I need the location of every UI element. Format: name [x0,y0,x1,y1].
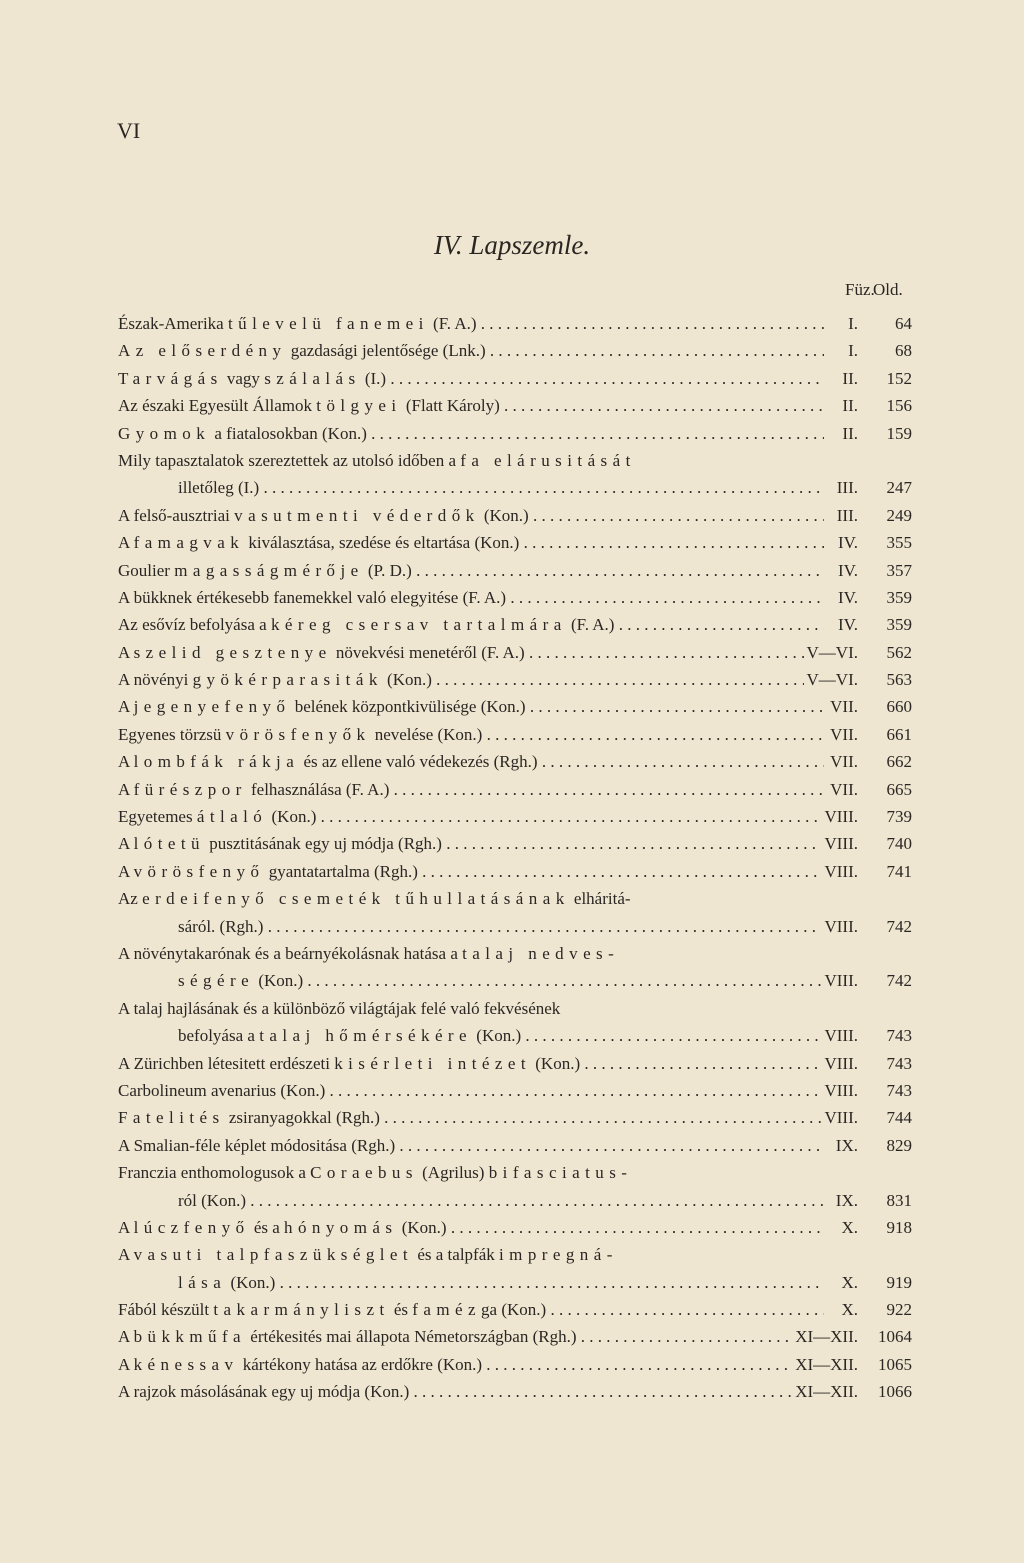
spaced-emphasis-text: lótetü [133,834,205,854]
entry-text: nevelése (Kon.) [370,724,483,744]
toc-entry-line [0,502,1024,529]
toc-entry-line [0,1104,1024,1131]
issue-number: VII. [827,748,858,775]
entry-title-line [118,1296,824,1323]
toc-entry [0,557,1024,584]
spaced-emphasis-text: lása [178,1272,227,1292]
entry-text: (Kon.) [472,1026,522,1046]
entry-text: (Kon.) [254,971,304,991]
spaced-emphasis-text: tölgyei [316,396,402,416]
toc-entry-line [0,858,1024,885]
entry-text: (Kon.) [397,1217,447,1237]
toc-entry-line [0,913,1024,940]
issue-number: IX. [833,1187,858,1214]
spaced-emphasis-text: átlaló [196,807,268,827]
spaced-emphasis-text: Tarvágás [118,368,223,388]
entry-title-line [118,1351,824,1378]
entry-title-line [118,666,824,693]
toc-entry [0,995,1024,1050]
spaced-emphasis-text: Gyomok [118,423,211,443]
toc-entry-line [0,529,1024,556]
toc-entry [0,310,1024,337]
entry-text: (F. A.) [428,314,477,333]
issue-number: II. [839,365,858,392]
entry-text: Egyetemes [118,807,197,827]
spaced-emphasis-text: faméz [412,1300,482,1320]
entry-title-line [118,1241,814,1268]
entry-title-line [118,447,814,474]
entry-text: ról (Kon.) [178,1190,246,1210]
entry-text: A [118,1217,134,1237]
spaced-emphasis-text: fa elárusitását [460,450,636,470]
column-header-page: Old. [873,280,903,299]
entry-text: Carbolineum avenarius (Kon.) [118,1080,326,1100]
entry-title-line [118,611,824,638]
entry-text: ga (Kon.) [481,1300,547,1320]
issue-number: IV. [835,557,858,584]
entry-title-line [118,639,824,666]
toc-entry-line [0,1351,1024,1378]
issue-number: VIII. [821,1104,858,1131]
page-ref: 1064 [878,1327,912,1347]
entry-text: A [118,752,134,772]
toc-entry [0,1050,1024,1077]
toc-entry [0,1378,1024,1405]
page-ref: 743 [886,1026,912,1046]
toc-entry-line [0,1296,1024,1323]
page-ref: 1065 [878,1354,912,1374]
section-title: IV. Lapszemle. [433,230,591,260]
entry-text: Mily tapasztalatok szereztettek az utolsó időben a [118,450,461,470]
issue-number: VIII. [821,858,858,885]
page-ref: 743 [886,1080,912,1100]
entry-text: és a talpfák [413,1245,499,1265]
entry-text: A rajzok másolásának egy uj módja (Kon.) [118,1382,410,1402]
page-ref: 68 [895,341,912,361]
entry-text: kártékony hatása az erdőkre (Kon.) [238,1354,483,1374]
entry-title-line [118,693,824,720]
page-ref: 359 [886,615,912,635]
toc-entry [0,392,1024,419]
toc-entry-line [0,611,1024,638]
entry-text: A Smalian-féle képlet módositása (Rgh.) [118,1135,396,1155]
toc-entry-line [0,392,1024,419]
toc-entry [0,529,1024,556]
page-ref: 562 [886,642,912,662]
page-ref: 249 [886,505,912,525]
entry-text: és a [249,1217,285,1237]
page-ref: 156 [886,396,912,416]
toc-entry [0,365,1024,392]
toc-entry [0,1214,1024,1241]
entry-text: pusztitásának egy uj módja (Rgh.) [204,834,442,854]
issue-number: IV. [835,584,858,611]
spaced-emphasis-text: Fatelités [118,1108,225,1128]
entry-text: A [118,861,134,881]
entry-text: A növényi [118,670,193,690]
toc-entry-line [0,337,1024,364]
spaced-emphasis-text: famagvak [133,533,245,553]
entry-title-line [178,1187,824,1214]
toc-entry [0,420,1024,447]
entry-text: A [118,642,134,662]
toc-entry [0,1241,1024,1296]
issue-number: VII. [827,693,858,720]
spaced-emphasis-text: impregná- [499,1245,618,1265]
toc-entry-line [0,885,1024,912]
page-ref: 660 [886,697,912,717]
entry-text: kiválasztása, szedése és eltartása (Kon.) [244,533,520,553]
toc-entry-line [0,1159,1024,1186]
issue-number: X. [838,1296,858,1323]
column-header-issue: Füz. [845,280,875,299]
page-ref: 662 [886,752,912,772]
page-ref: 64 [895,314,912,333]
entry-text: A talaj hajlásának és a különböző világtájak felé való fekvésének [118,998,561,1018]
page-ref: 831 [886,1190,912,1210]
entry-text: Az esővíz befolyása a [118,615,271,635]
toc-entry-line [0,1022,1024,1049]
toc-entry [0,858,1024,885]
page-ref: 739 [886,807,912,827]
entry-text: Az [118,889,143,909]
page-ref: 742 [886,916,912,936]
entry-title-line [118,1104,824,1131]
toc-entry-line [0,1050,1024,1077]
entry-text: Egyenes törzsü [118,724,226,744]
toc-entry [0,1296,1024,1323]
entry-text: értékesités mai állapota Németországban (Rgh.) [246,1327,577,1347]
entry-text: (F. A.) [566,615,615,635]
entry-text: Fából készült [118,1300,214,1320]
spaced-emphasis-text: Az előserdény [118,341,287,361]
entry-title-line [118,1214,824,1241]
spaced-emphasis-text: talaj nedves- [462,943,620,963]
toc-entry-line [0,1323,1024,1350]
issue-number: II. [839,420,858,447]
entry-title-line [118,803,824,830]
entry-text: befolyása a [178,1026,260,1046]
issue-number: II. [839,392,858,419]
page-ref: 743 [886,1053,912,1073]
spaced-emphasis-text: talaj hőmérsékére [259,1026,473,1046]
entry-title-line [118,310,824,337]
entry-title-line [178,967,824,994]
toc-entry-line [0,666,1024,693]
toc-entry [0,337,1024,364]
entry-text: (Kon.) [267,807,317,827]
toc-entry [0,748,1024,775]
toc-entry-line [0,748,1024,775]
toc-entry [0,611,1024,638]
entry-text: és [389,1300,413,1320]
spaced-emphasis-text: lombfák rákja [133,752,300,772]
issue-number: VIII. [821,1050,858,1077]
entry-text: felhasználása (F. A.) [246,779,390,799]
issue-number: VII. [827,721,858,748]
entry-title-line [178,913,824,940]
toc-entry-line [0,420,1024,447]
entry-text: gyantatartalma (Rgh.) [264,861,418,881]
entry-text: gazdasági jelentősége (Lnk.) [286,341,486,361]
spaced-emphasis-text: vasuti talpfaszükséglet [133,1245,414,1265]
entry-title-line [118,502,824,529]
toc-entry [0,639,1024,666]
entry-title-line [118,858,824,885]
spaced-emphasis-text: magasságmérője [174,560,364,580]
issue-number: VII. [827,776,858,803]
entry-text: A [118,1354,134,1374]
page-ref: 1066 [878,1382,912,1402]
toc-entry [0,584,1024,611]
spaced-emphasis-text: szelid gesztenye [133,642,332,662]
spaced-emphasis-text: kisérleti intézet [334,1053,531,1073]
toc-entry [0,693,1024,720]
entry-text: növekvési menetéről (F. A.) [331,642,525,662]
entry-title-line [118,940,814,967]
page-ref: 247 [886,478,912,498]
toc-entry-line [0,1132,1024,1159]
toc-entry-line [0,776,1024,803]
toc-entry [0,830,1024,857]
entry-text: illetőleg (I.) [178,478,260,498]
spaced-emphasis-text: fürészpor [133,779,247,799]
entry-text: (Kon.) [531,1053,581,1073]
page-ref: 740 [886,834,912,854]
issue-number: V—VI. [804,666,858,693]
entry-title-line [118,420,824,447]
entry-text: sáról. (Rgh.) [178,916,264,936]
entry-text: (Agrilus) [417,1163,489,1183]
toc-entry-line [0,803,1024,830]
toc-entry [0,447,1024,502]
entry-text: és az ellene való védekezés (Rgh.) [299,752,538,772]
entry-text: A bükknek értékesebb fanemekkel való elegyitése (F. A.) [118,587,507,607]
spaced-emphasis-text: gyökérparasiták [192,670,383,690]
entry-text: A Zürichben létesitett erdészeti [118,1053,335,1073]
entry-text: Az északi Egyesült Államok [118,396,317,416]
page-ref: 741 [886,861,912,881]
entry-text: (Kon.) [382,670,432,690]
entry-text: A [118,1245,134,1265]
entry-text: belének központkivülisége (Kon.) [290,697,526,717]
issue-number: IX. [833,1132,858,1159]
entry-title-line [118,776,824,803]
toc-entry [0,940,1024,995]
issue-number: X. [838,1214,858,1241]
toc-entry [0,776,1024,803]
spaced-emphasis-text: bükkműfa [133,1327,247,1347]
issue-number: III. [834,474,858,501]
spaced-emphasis-text: tűlevelü fanemei [227,314,429,333]
entry-text: A felső-ausztriai [118,505,235,525]
toc-entry [0,502,1024,529]
entry-title-line [118,557,824,584]
page-ref: 829 [886,1135,912,1155]
entry-title-line [118,1323,824,1350]
entry-title-line [178,1269,824,1296]
toc-entry [0,1077,1024,1104]
toc-entry-line [0,474,1024,501]
issue-number: VIII. [821,913,858,940]
toc-entry [0,803,1024,830]
issue-number: X. [838,1269,858,1296]
entry-text: A [118,779,134,799]
entry-title-line [118,365,824,392]
page-ref: 159 [886,423,912,443]
entry-text: A növénytakarónak és a beárnyékolásnak hatása a [118,943,463,963]
issue-number: I. [845,337,858,364]
toc-entry-line [0,447,1024,474]
entry-text: (Kon.) [226,1272,276,1292]
toc-entry [0,1104,1024,1131]
entry-text: (P. D.) [363,560,412,580]
entry-text: Franczia enthomologusok a [118,1163,311,1183]
toc-list [0,310,1024,1406]
issue-number: XI—XII. [792,1323,858,1350]
entry-text: (I.) [360,368,387,388]
toc-entry [0,721,1024,748]
issue-number: VIII. [821,803,858,830]
page-ref: 919 [886,1272,912,1292]
spaced-emphasis-text: hónyomás [284,1217,398,1237]
toc-entry [0,666,1024,693]
toc-entry-line [0,1269,1024,1296]
entry-title-line [118,584,824,611]
page-ref: 922 [886,1300,912,1320]
spaced-emphasis-text: kéreg csersav tartalmára [270,615,567,635]
entry-title-line [178,474,824,501]
entry-text: vagy [222,368,265,388]
spaced-emphasis-text: Coraebus [310,1163,418,1183]
toc-entry [0,1351,1024,1378]
entry-title-line [118,1077,824,1104]
spaced-emphasis-text: takarmányliszt [213,1300,390,1320]
entry-text: zsiranyagokkal (Rgh.) [224,1108,380,1128]
toc-entry-line [0,310,1024,337]
page-ref: 744 [886,1108,912,1128]
page-ref: 742 [886,971,912,991]
toc-entry-line [0,721,1024,748]
entry-title-line [118,995,814,1022]
entry-title-line [118,1378,824,1405]
toc-entry-line [0,365,1024,392]
toc-entry [0,1323,1024,1350]
entry-title-line [178,1022,824,1049]
toc-entry-line [0,584,1024,611]
page-ref: 563 [886,670,912,690]
entry-text: A [118,697,134,717]
toc-entry-line [0,1241,1024,1268]
entry-text: (Kon.) [479,505,529,525]
entry-title-line [118,529,824,556]
entry-title-line [118,337,824,364]
toc-entry [0,1132,1024,1159]
page-number: VI [117,118,141,143]
issue-number: VIII. [821,1077,858,1104]
toc-entry-line [0,1187,1024,1214]
spaced-emphasis-text: lúczfenyő [133,1217,250,1237]
toc-entry-line [0,639,1024,666]
issue-number: IV. [835,529,858,556]
toc-entry-line [0,557,1024,584]
spaced-emphasis-text: vörösfenyő [133,861,265,881]
spaced-emphasis-text: jegenyefenyő [133,697,291,717]
toc-entry-line [0,830,1024,857]
issue-number: VIII. [821,830,858,857]
entry-text: Goulier [118,560,175,580]
toc-entry-line [0,940,1024,967]
page-ref: 661 [886,724,912,744]
toc-entry [0,885,1024,940]
entry-text: Észak-Amerika [118,314,228,333]
issue-number: V—VI. [804,639,858,666]
spaced-emphasis-text: vörösfenyők [225,724,371,744]
issue-number: III. [834,502,858,529]
spaced-emphasis-text: bifasciatus- [488,1163,633,1183]
entry-text: A [118,1327,134,1347]
issue-number: IV. [835,611,858,638]
page-ref: 152 [886,368,912,388]
issue-number: VIII. [821,1022,858,1049]
toc-entry-line [0,1214,1024,1241]
entry-title-line [118,721,824,748]
entry-title-line [118,1159,814,1186]
spaced-emphasis-text: kénessav [133,1354,239,1374]
entry-text: (Flatt Károly) [401,396,500,416]
entry-text: A [118,533,134,553]
page-ref: 359 [886,587,912,607]
issue-number: XI—XII. [792,1351,858,1378]
toc-entry-line [0,1077,1024,1104]
page-ref: 918 [886,1217,912,1237]
page-ref: 355 [886,533,912,553]
spaced-emphasis-text: ségére [178,971,255,991]
entry-text: elháritá- [569,889,631,909]
issue-number: I. [845,310,858,337]
spaced-emphasis-text: szálalás [264,368,361,388]
entry-text: a fiatalosokban (Kon.) [210,423,367,443]
spaced-emphasis-text: erdeifenyő csemeték tűhullatásának [142,889,570,909]
entry-title-line [118,1132,824,1159]
entry-title-line [118,885,814,912]
toc-entry-line [0,967,1024,994]
issue-number: VIII. [821,967,858,994]
page-ref: 665 [886,779,912,799]
entry-text: A [118,834,134,854]
entry-title-line [118,1050,824,1077]
entry-title-line [118,392,824,419]
toc-entry-line [0,995,1024,1022]
entry-title-line [118,830,824,857]
page-ref: 357 [886,560,912,580]
toc-entry-line [0,693,1024,720]
spaced-emphasis-text: vasutmenti véderdők [234,505,480,525]
toc-entry-line [0,1378,1024,1405]
issue-number: XI—XII. [792,1378,858,1405]
toc-entry [0,1159,1024,1214]
entry-title-line [118,748,824,775]
